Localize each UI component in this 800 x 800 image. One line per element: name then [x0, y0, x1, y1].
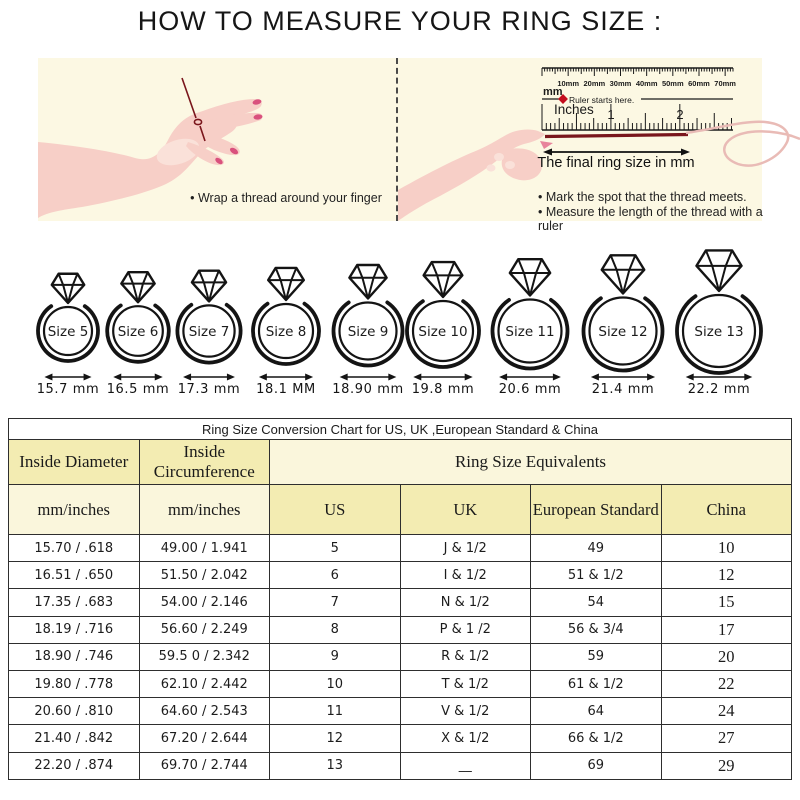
- ring-illustration-10: [407, 262, 479, 397]
- subheader-european-standard: European Standard: [531, 485, 662, 535]
- arrowhead-left: [259, 374, 267, 381]
- ring-illustration-11: [493, 259, 568, 397]
- table-cell: 19.80 / .778: [9, 670, 140, 697]
- ruler-mm-unit: mm: [543, 86, 563, 98]
- table-cell: 69.70 / 2.744: [139, 752, 270, 779]
- ring-diameter-mm: 19.8 mm: [411, 382, 475, 397]
- diamond-icon: [424, 262, 463, 297]
- table-title: Ring Size Conversion Chart for US, UK ,European Standard & China: [9, 419, 792, 440]
- table-cell: 21.40 / .842: [9, 725, 140, 752]
- diamond-icon: [602, 255, 644, 293]
- ruler-mm-label: 40mm: [635, 79, 658, 88]
- ruler-mm-label: 20mm: [583, 79, 606, 88]
- ring-size-label: Size 7: [188, 324, 230, 340]
- diamond-icon: [121, 272, 154, 302]
- table-cell: N & 1/2: [400, 589, 531, 616]
- table-cell: 51 & 1/2: [531, 562, 662, 589]
- table-cell: 16.51 / .650: [9, 562, 140, 589]
- table-sub-header-row: [9, 485, 792, 535]
- arrowhead-right: [465, 374, 473, 381]
- table-cell: 62.10 / 2.442: [139, 670, 270, 697]
- diamond-icon: [349, 265, 386, 299]
- table-cell: 17: [661, 616, 792, 643]
- ruler-mm-label: 50mm: [661, 79, 684, 88]
- table-cell: R & 1/2: [400, 643, 531, 670]
- table-cell: 56 & 3/4: [531, 616, 662, 643]
- arrowhead-right: [744, 374, 752, 381]
- ring-diameter-mm: 16.5 mm: [106, 382, 170, 397]
- arrowhead-left: [183, 374, 191, 381]
- table-cell: 51.50 / 2.042: [139, 562, 270, 589]
- ring-diameter-mm: 17.3 mm: [177, 382, 241, 397]
- ring-size-label: Size 13: [694, 324, 744, 340]
- table-cell: 64: [531, 698, 662, 725]
- table-cell: J & 1/2: [400, 535, 531, 562]
- table-row: [9, 670, 792, 697]
- arrowhead-right: [84, 374, 92, 381]
- knuckle-highlight: [505, 161, 515, 169]
- right-panel-instruction-1: • Mark the spot that the thread meets.: [538, 190, 747, 204]
- ring-diameter-mm: 18.1 MM: [256, 382, 316, 397]
- subheader-china: China: [661, 485, 792, 535]
- arrowhead-right: [388, 374, 396, 381]
- ring-size-label: Size 8: [265, 324, 307, 340]
- ring-illustration-8: [253, 268, 319, 397]
- ring-size-label: Size 10: [418, 324, 468, 340]
- table-cell: __: [400, 752, 531, 779]
- right-hand-illustration: [398, 130, 553, 221]
- table-cell: X & 1/2: [400, 725, 531, 752]
- ring-diameter-mm: 18.90 mm: [332, 382, 404, 397]
- arrowhead-left: [499, 374, 507, 381]
- ring-illustration-5: [37, 274, 100, 397]
- arrowhead-left: [686, 374, 694, 381]
- table-cell: 18.90 / .746: [9, 643, 140, 670]
- header-ring-size-equivalents: Ring Size Equivalents: [270, 440, 792, 485]
- table-row: [9, 725, 792, 752]
- table-cell: P & 1 /2: [400, 616, 531, 643]
- ruler-mm-label: 10mm: [557, 79, 580, 88]
- thumb-nail: [540, 141, 553, 149]
- table-cell: 8: [270, 616, 401, 643]
- table-cell: 49.00 / 1.941: [139, 535, 270, 562]
- arrowhead-right: [647, 374, 655, 381]
- arrowhead-right: [227, 374, 235, 381]
- table-cell: 29: [661, 752, 792, 779]
- table-cell: 12: [270, 725, 401, 752]
- ruler-mm-label: 70mm: [714, 79, 736, 88]
- rings-figure: [0, 235, 800, 400]
- table-cell: I & 1/2: [400, 562, 531, 589]
- ring-diameter-mm: 15.7 mm: [36, 382, 100, 397]
- inch-number-1: 1: [607, 107, 615, 122]
- table-cell: 69: [531, 752, 662, 779]
- arrowhead-right: [305, 374, 313, 381]
- table-cell: 15: [661, 589, 792, 616]
- knuckle-highlight: [494, 153, 504, 161]
- table-cell: 20: [661, 643, 792, 670]
- ring-diameter-mm: 20.6 mm: [498, 382, 562, 397]
- table-cell: 18.19 / .716: [9, 616, 140, 643]
- ruler-mm-label: 60mm: [688, 79, 710, 88]
- table-cell: 22: [661, 670, 792, 697]
- table-cell: 61 & 1/2: [531, 670, 662, 697]
- arrowhead-left: [113, 374, 121, 381]
- table-cell: V & 1/2: [400, 698, 531, 725]
- table-cell: 24: [661, 698, 792, 725]
- ring-diameter-mm: 22.2 mm: [687, 382, 751, 397]
- table-cell: 64.60 / 2.543: [139, 698, 270, 725]
- table-cell: 6: [270, 562, 401, 589]
- table-cell: 12: [661, 562, 792, 589]
- conversion-table-body: [9, 535, 792, 780]
- subheader-us: US: [270, 485, 401, 535]
- diamond-icon: [696, 250, 741, 291]
- ring-size-label: Size 6: [117, 324, 159, 340]
- table-cell: 56.60 / 2.249: [139, 616, 270, 643]
- ring-illustration-7: [177, 271, 240, 397]
- final-ring-size-caption: The final ring size in mm: [537, 155, 695, 171]
- table-cell: T & 1/2: [400, 670, 531, 697]
- table-cell: 54: [531, 589, 662, 616]
- table-cell: 11: [270, 698, 401, 725]
- ring-illustration-6: [107, 272, 170, 397]
- table-row: [9, 752, 792, 779]
- arrowhead-left: [591, 374, 599, 381]
- table-row: [9, 589, 792, 616]
- table-cell: 5: [270, 535, 401, 562]
- subheader-diameter-unit: mm/inches: [9, 485, 140, 535]
- left-panel-instruction: • Wrap a thread around your finger: [190, 191, 382, 205]
- diamond-icon: [268, 268, 304, 300]
- ruler-mm-labels: [557, 79, 736, 88]
- table-cell: 9: [270, 643, 401, 670]
- ring-illustration-13: [677, 250, 761, 397]
- ring-size-label: Size 5: [47, 324, 89, 340]
- table-cell: 15.70 / .618: [9, 535, 140, 562]
- measured-thread-line: [545, 135, 688, 137]
- ring-diameter-mm: 21.4 mm: [591, 382, 655, 397]
- page-title: HOW TO MEASURE YOUR RING SIZE :: [137, 6, 663, 36]
- ring-illustration-12: [584, 255, 663, 397]
- subheader-uk: UK: [400, 485, 531, 535]
- subheader-circumference-unit: mm/inches: [139, 485, 270, 535]
- table-cell: 13: [270, 752, 401, 779]
- table-cell: 7: [270, 589, 401, 616]
- table-cell: 54.00 / 2.146: [139, 589, 270, 616]
- header-inside-diameter: Inside Diameter: [9, 440, 140, 485]
- diamond-icon: [510, 259, 550, 295]
- table-cell: 10: [270, 670, 401, 697]
- table-cell: 20.60 / .810: [9, 698, 140, 725]
- table-row: [9, 562, 792, 589]
- table-cell: 22.20 / .874: [9, 752, 140, 779]
- table-row: [9, 643, 792, 670]
- arrowhead-left: [413, 374, 421, 381]
- table-cell: 67.20 / 2.644: [139, 725, 270, 752]
- ruler-mm-label: 30mm: [609, 79, 632, 88]
- diamond-icon: [52, 274, 85, 303]
- table-row: [9, 535, 792, 562]
- table-cell: 27: [661, 725, 792, 752]
- arrowhead-left: [340, 374, 348, 381]
- table-cell: 59.5 0 / 2.342: [139, 643, 270, 670]
- header-inside-circumference: Inside Circumference: [139, 440, 270, 485]
- ring-size-label: Size 11: [505, 324, 555, 340]
- ruler-inches-label: Inches: [554, 102, 594, 117]
- knuckle-highlight: [487, 164, 496, 171]
- ruler-illustration: [542, 68, 800, 166]
- ring-illustration-9: [332, 265, 403, 397]
- table-cell: 49: [531, 535, 662, 562]
- arrowhead-right: [155, 374, 163, 381]
- right-panel-instruction-2: • Measure the length of the thread with a ruler: [538, 205, 763, 233]
- ruler-start-note: Ruler starts here.: [569, 95, 635, 105]
- arrowhead-left: [44, 374, 52, 381]
- arrowhead-right: [553, 374, 561, 381]
- table-cell: 59: [531, 643, 662, 670]
- table-cell: 10: [661, 535, 792, 562]
- table-group-header-row: [9, 440, 792, 485]
- ring-size-label: Size 12: [598, 324, 648, 340]
- table-title-row: [9, 419, 792, 440]
- table-row: [9, 698, 792, 725]
- table-cell: 66 & 1/2: [531, 725, 662, 752]
- ring-size-conversion-table: [8, 418, 792, 780]
- ring-size-label: Size 9: [347, 324, 389, 340]
- diamond-icon: [192, 271, 226, 302]
- table-row: [9, 616, 792, 643]
- table-cell: 17.35 / .683: [9, 589, 140, 616]
- inch-number-2: 2: [676, 107, 684, 122]
